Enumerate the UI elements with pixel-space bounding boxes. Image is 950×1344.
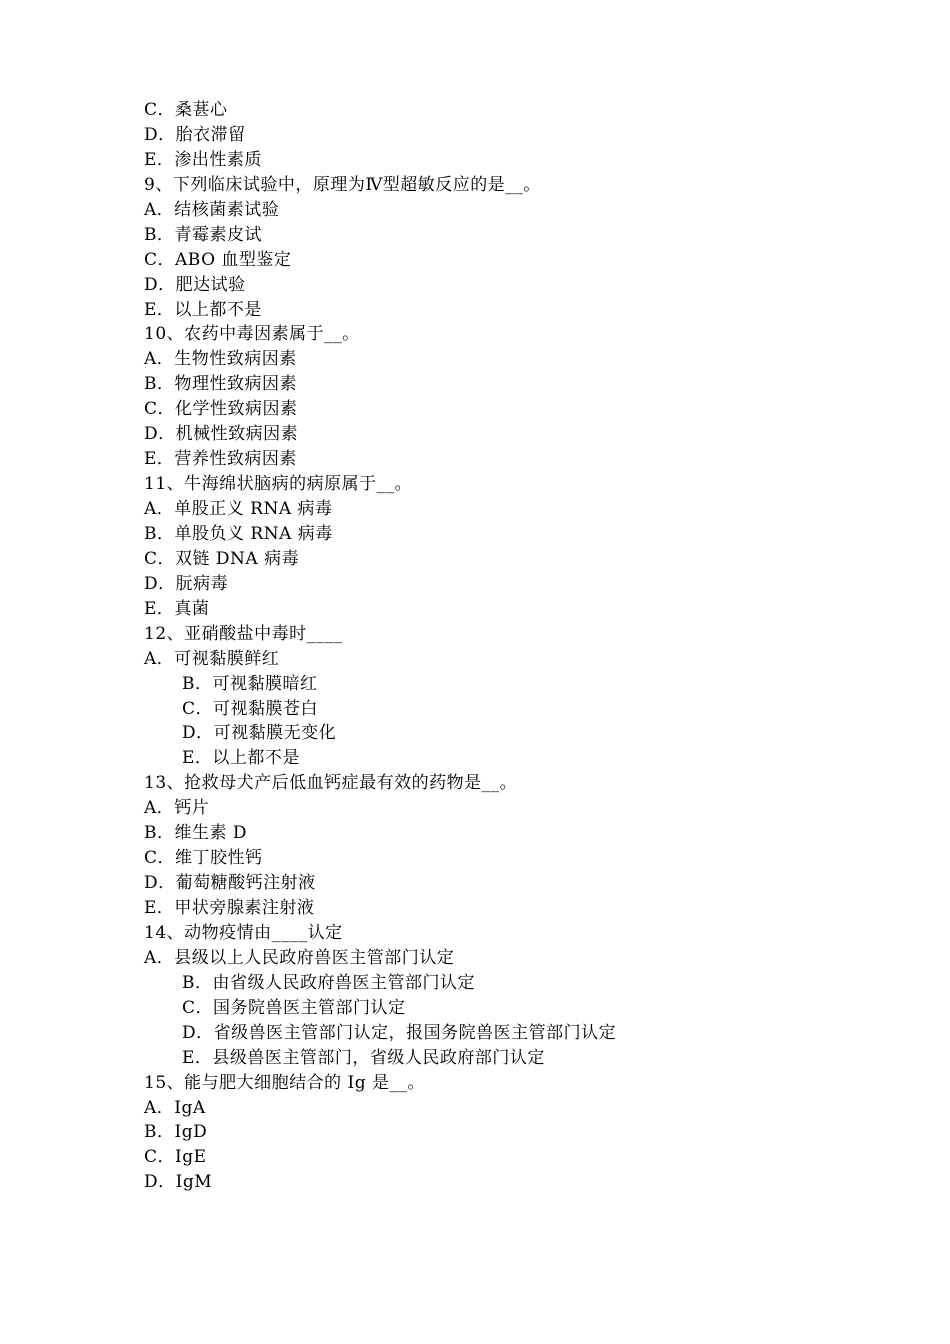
answer-option: C．国务院兽医主管部门认定 [182, 997, 406, 1018]
question-stem: 11、牛海绵状脑病的病原属于__。 [144, 474, 413, 495]
answer-option: D．省级兽医主管部门认定，报国务院兽医主管部门认定 [182, 1022, 617, 1043]
answer-option: A．IgA [144, 1097, 206, 1118]
answer-option: E．以上都不是 [144, 299, 262, 320]
question-list [144, 98, 616, 1195]
answer-option: E．营养性致病因素 [144, 449, 297, 470]
answer-option: C．化学性致病因素 [144, 399, 298, 420]
answer-option: E．真菌 [144, 598, 210, 619]
answer-option: E．县级兽医主管部门，省级人民政府部门认定 [182, 1047, 545, 1068]
answer-option: B．物理性致病因素 [144, 374, 297, 395]
answer-option: D．葡萄糖酸钙注射液 [144, 873, 316, 894]
answer-option: B．由省级人民政府兽医主管部门认定 [182, 972, 475, 993]
question-stem: 14、动物疫情由____认定 [144, 922, 343, 943]
answer-option: D．朊病毒 [144, 573, 229, 594]
answer-option: D．胎衣滞留 [144, 124, 246, 145]
answer-option: E．渗出性素质 [144, 149, 262, 170]
answer-option: A．可视黏膜鲜红 [144, 648, 280, 669]
answer-option: C．维丁胶性钙 [144, 848, 263, 869]
answer-option: B．维生素 D [144, 823, 248, 844]
answer-option: E．甲状旁腺素注射液 [144, 898, 315, 918]
question-stem: 10、农药中毒因素属于__。 [144, 324, 360, 345]
answer-option: B．IgD [144, 1122, 208, 1143]
answer-option: B．青霉素皮试 [144, 224, 262, 245]
answer-option: A．县级以上人民政府兽医主管部门认定 [144, 947, 455, 968]
question-stem: 12、亚硝酸盐中毒时____ [144, 623, 343, 644]
answer-option: D．IgM [144, 1172, 213, 1193]
question-stem: 9、下列临床试验中，原理为Ⅳ型超敏反应的是__。 [144, 174, 541, 195]
answer-option: A．钙片 [144, 798, 210, 819]
answer-option: A．生物性致病因素 [144, 349, 297, 370]
answer-option: C．双链 DNA 病毒 [144, 548, 300, 569]
answer-option: B．单股负义 RNA 病毒 [144, 523, 333, 544]
answer-option: E．以上都不是 [182, 748, 300, 769]
answer-option: C．ABO 血型鉴定 [144, 249, 292, 270]
answer-option: B．可视黏膜暗红 [182, 673, 318, 694]
answer-option: C．桑葚心 [144, 100, 228, 120]
question-stem: 15、能与肥大细胞结合的 Ig 是__。 [144, 1072, 426, 1093]
answer-option: C．可视黏膜苍白 [182, 698, 319, 719]
answer-option: D．可视黏膜无变化 [182, 723, 337, 744]
answer-option: A．结核菌素试验 [144, 199, 280, 220]
answer-option: C．IgE [144, 1147, 207, 1168]
question-stem: 13、抢救母犬产后低血钙症最有效的药物是__。 [144, 773, 518, 794]
answer-option: D．肥达试验 [144, 274, 246, 295]
answer-option: A．单股正义 RNA 病毒 [144, 499, 333, 519]
answer-option: D．机械性致病因素 [144, 424, 299, 445]
